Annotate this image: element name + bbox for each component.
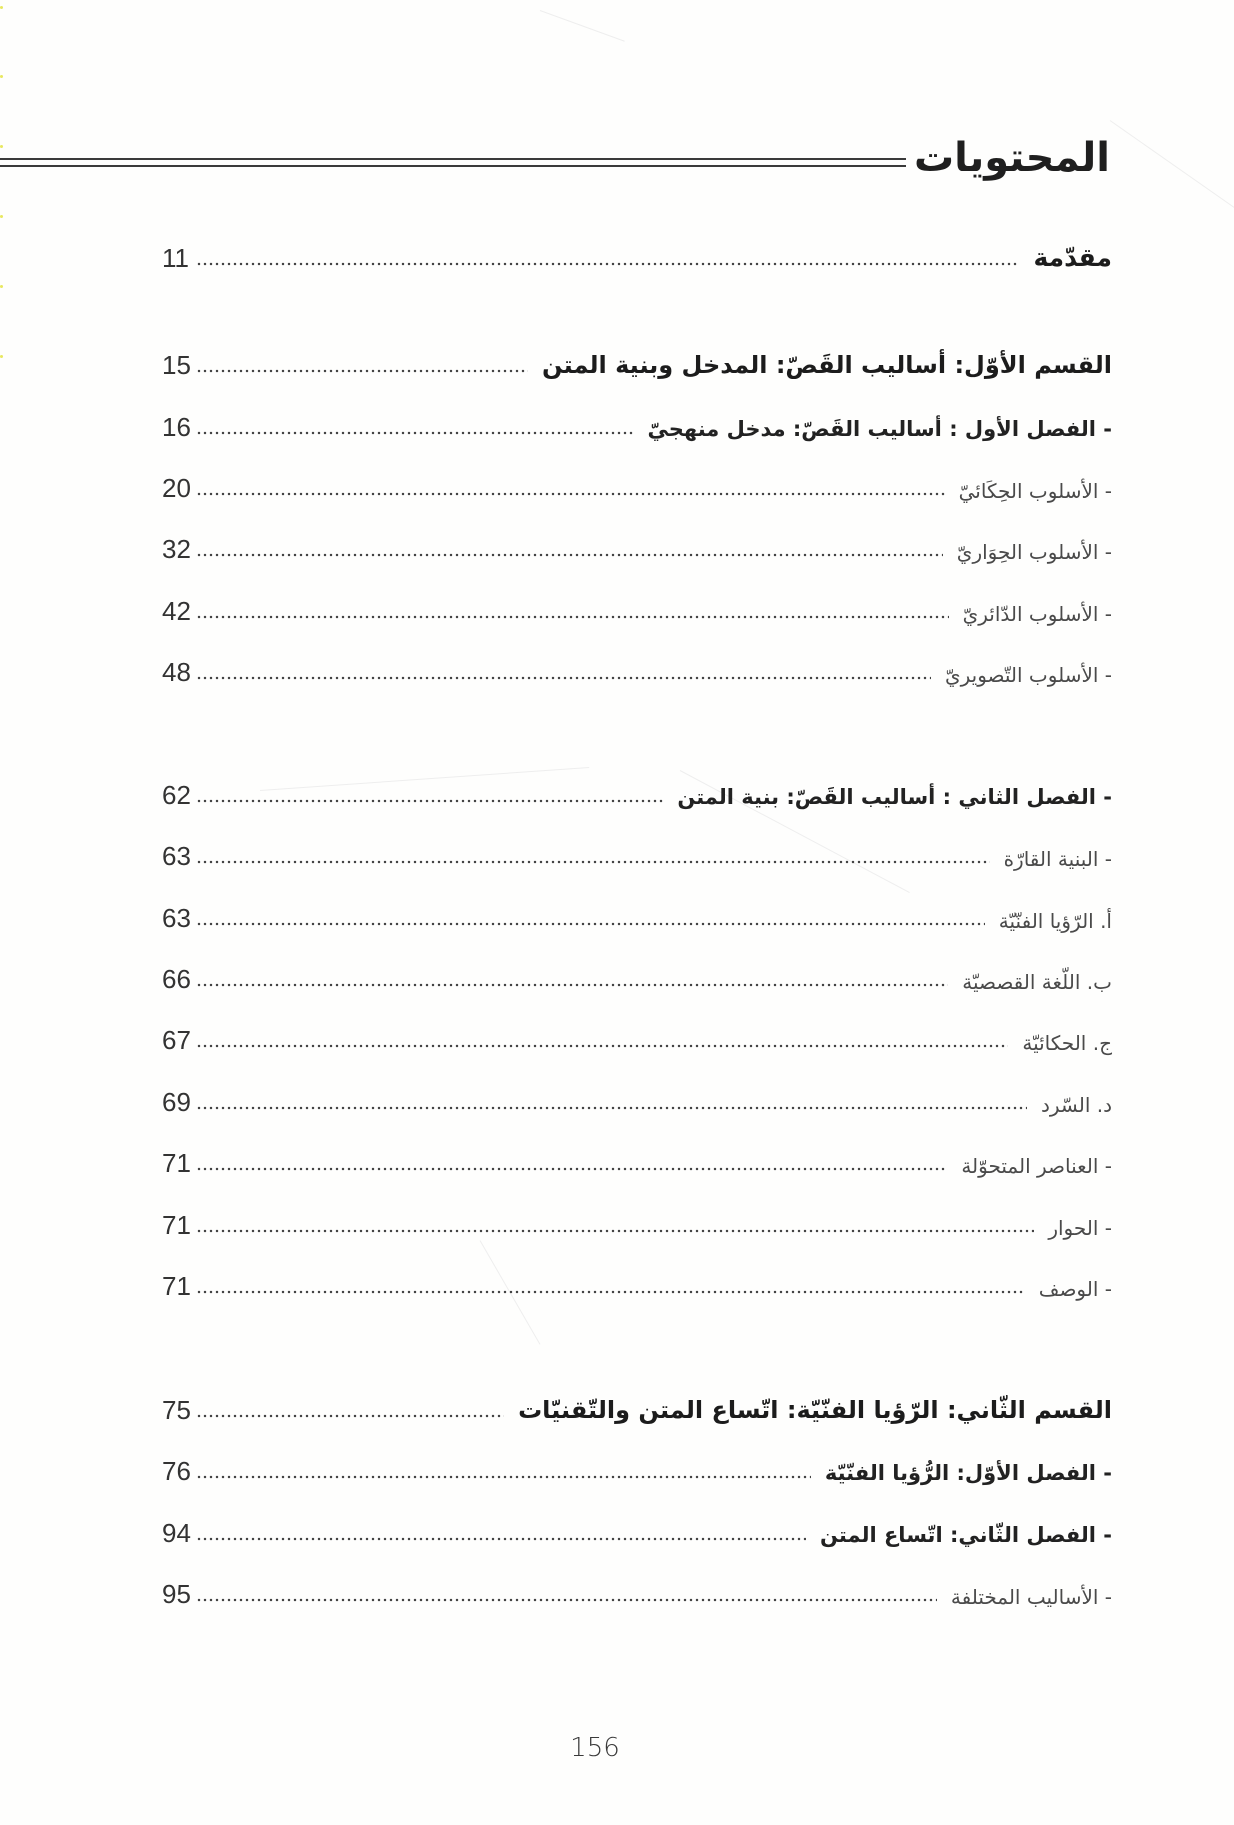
toc-entry-title: - الأسلوب الحِوَاريّ	[956, 540, 1112, 564]
toc-entry-title: القسم الأوّل: أساليب القَصّ: المدخل وبنية المتن	[542, 351, 1112, 380]
edge-mark	[0, 6, 3, 9]
toc-entry-title: - الأسلوب الحِكَائيّ	[958, 479, 1112, 503]
dotted-leader	[196, 859, 990, 865]
toc-page-number: 76	[162, 1456, 191, 1486]
toc-page-number: 16	[162, 412, 191, 442]
toc-entry-title: مقدّمة	[1033, 243, 1112, 272]
toc-entry-section[interactable]	[162, 1261, 1112, 1301]
dotted-leader	[196, 1289, 1025, 1295]
dotted-leader	[196, 921, 985, 927]
title-double-rule	[0, 158, 906, 167]
toc-entry-title: القسم الثّاني: الرّؤيا الفنّيّة: اتّساع المتن والتّقنيّات	[518, 1396, 1112, 1425]
toc-page-number: 95	[162, 1579, 191, 1609]
toc-page-number: 94	[162, 1518, 191, 1548]
toc-entry-title: - البنية القارّة	[1003, 847, 1112, 871]
toc-entry-chapter[interactable]	[162, 770, 1112, 810]
edge-mark	[0, 75, 3, 78]
toc-entry-section[interactable]	[162, 954, 1112, 994]
toc-entry-section[interactable]	[162, 586, 1112, 626]
dotted-leader	[196, 1474, 811, 1480]
dotted-leader	[196, 614, 949, 620]
toc-page-number: 71	[162, 1210, 191, 1240]
dotted-leader	[196, 430, 633, 436]
contents-heading	[0, 128, 1110, 188]
toc-page-number: 62	[162, 780, 191, 810]
toc-entry-intro[interactable]	[162, 233, 1112, 273]
toc-page-number: 11	[162, 243, 189, 273]
toc-page-number: 32	[162, 534, 191, 564]
toc-entry-section[interactable]	[162, 893, 1112, 933]
paper-scratch	[1110, 120, 1234, 224]
toc-entry-title: - الفصل الأوّل: الرُّؤيا الفنّيّة	[824, 1460, 1112, 1485]
toc-entry-title: - الوصف	[1038, 1277, 1112, 1301]
toc-page-number: 69	[162, 1087, 191, 1117]
toc-entry-section[interactable]	[162, 647, 1112, 687]
dotted-leader	[196, 552, 943, 558]
toc-entry-chapter[interactable]	[162, 1446, 1112, 1486]
toc-page-number: 20	[162, 473, 191, 503]
toc-entry-section[interactable]	[162, 1569, 1112, 1609]
toc-entry-section[interactable]	[162, 1138, 1112, 1178]
toc-entry-title: - الأسلوب الدّائريّ	[962, 602, 1112, 626]
toc-entry-title: د. السّرد	[1040, 1093, 1112, 1117]
toc-entry-section[interactable]	[162, 463, 1112, 503]
toc-entry-section[interactable]	[162, 1015, 1112, 1055]
toc-entry-section[interactable]	[162, 831, 1112, 871]
edge-mark	[0, 355, 3, 358]
dotted-leader	[196, 1536, 806, 1542]
dotted-leader	[196, 1597, 937, 1603]
edge-mark	[0, 215, 3, 218]
toc-entry-title: - الفصل الأول : أساليب القَصّ: مدخل منهجيّ	[647, 416, 1112, 441]
toc-page-number: 42	[162, 596, 191, 626]
dotted-leader	[196, 982, 948, 988]
page-title: المحتويات	[913, 135, 1110, 181]
dotted-leader	[196, 368, 528, 374]
dotted-leader	[196, 1413, 504, 1419]
toc-entry-chapter[interactable]	[162, 402, 1112, 442]
toc-entry-part[interactable]	[162, 340, 1112, 380]
toc-page-number: 75	[162, 1395, 191, 1425]
toc-page-number: 67	[162, 1025, 191, 1055]
edge-mark	[0, 285, 3, 288]
page-number-text: 156	[570, 1733, 620, 1763]
footer-page-number	[0, 1733, 1234, 1763]
toc-entry-section[interactable]	[162, 1077, 1112, 1117]
dotted-leader	[196, 261, 1019, 267]
dotted-leader	[196, 1166, 947, 1172]
toc-entry-title: ج. الحكائيّة	[1022, 1031, 1112, 1055]
dotted-leader	[196, 1043, 1008, 1049]
toc-entry-title: - العناصر المتحوّلة	[961, 1154, 1112, 1178]
toc-entry-title: - الأسلوب التّصويريّ	[944, 663, 1112, 687]
dotted-leader	[196, 798, 663, 804]
toc-entry-title: ب. اللّغة القصصيّة	[962, 970, 1112, 994]
dotted-leader	[196, 491, 945, 497]
toc-page-number: 71	[162, 1148, 191, 1178]
toc-entry-title: أ. الرّؤيا الفنّيّة	[998, 909, 1112, 933]
toc-entry-part[interactable]	[162, 1385, 1112, 1425]
dotted-leader	[196, 675, 931, 681]
dotted-leader	[196, 1105, 1027, 1111]
toc-page-number: 66	[162, 964, 191, 994]
toc-page-number: 71	[162, 1271, 191, 1301]
toc-page-number: 63	[162, 841, 191, 871]
toc-entry-title: - الحوار	[1048, 1216, 1112, 1240]
toc-entry-title: - الأساليب المختلفة	[950, 1585, 1112, 1609]
toc-page-number: 48	[162, 657, 191, 687]
toc-entry-section[interactable]	[162, 1200, 1112, 1240]
toc-entry-title: - الفصل الثّاني: اتّساع المتن	[820, 1522, 1112, 1547]
dotted-leader	[196, 1228, 1034, 1234]
toc-entry-chapter[interactable]	[162, 1508, 1112, 1548]
toc-entry-section[interactable]	[162, 524, 1112, 564]
paper-scratch	[540, 10, 625, 42]
toc-entry-title: - الفصل الثاني : أساليب القَصّ: بنية المتن	[677, 784, 1112, 809]
toc-page-number: 63	[162, 903, 191, 933]
toc-page-number: 15	[162, 350, 191, 380]
